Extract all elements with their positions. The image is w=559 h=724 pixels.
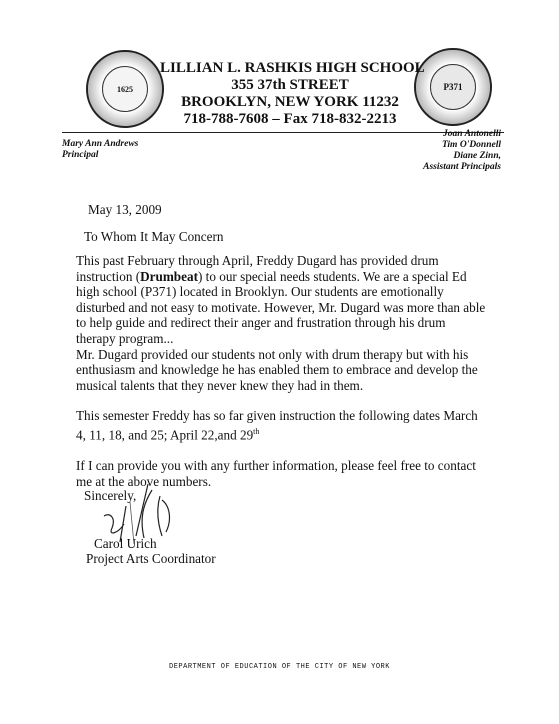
- school-seal-center: [430, 64, 476, 110]
- assistant-principal-1: Joan Antonelli: [443, 129, 501, 139]
- assistant-principal-3: Diane Zinn,: [453, 151, 501, 161]
- paragraph-1-start: This past February through April, Freddy Dugard has provided drum instruction (: [76, 253, 439, 284]
- school-phones: 718-788-7608 – Fax 718-832-2213: [183, 111, 397, 127]
- principal-block: [62, 139, 138, 161]
- signer-name: Carol Urich: [94, 536, 157, 551]
- signer-title: Project Arts Coordinator: [86, 551, 216, 566]
- nyc-seal-logo: [86, 50, 164, 128]
- paragraph-1-end: ) to our special needs students. We are a special Ed high school (P371) located in Brooklyn. Our students are emotionally disturbed and not easy to motivate. However, Mr. Dugard was more than able to help guide and redirect their anger and frustration through his drum therapy program...: [76, 268, 486, 346]
- paragraph-4: If I can provide you with any further information, please feel free to contact me at the above numbers.: [76, 457, 476, 489]
- school-name: LILLIAN L. RASHKIS HIGH SCHOOL: [160, 60, 425, 76]
- letter-salutation: To Whom It May Concern: [84, 229, 224, 244]
- assistant-principals-block: [423, 129, 501, 173]
- left-seal-year: 1625: [117, 84, 133, 94]
- assistant-principal-2: Tim O'Donnell: [441, 140, 501, 150]
- letter-body: [76, 253, 486, 489]
- letterhead: [160, 60, 425, 128]
- school-city: BROOKLYN, NEW YORK 11232: [181, 94, 399, 110]
- school-seal-logo: [414, 48, 492, 126]
- closing: Sincerely,: [84, 488, 137, 503]
- paragraph-3: [76, 408, 486, 443]
- paragraph-1: [76, 253, 486, 347]
- footer-department: DEPARTMENT OF EDUCATION OF THE CITY OF NEW YORK: [169, 663, 390, 671]
- paragraph-3-text: This semester Freddy has so far given instruction the following dates March 4, 11, 18, and 25; April 22,and 29: [76, 408, 478, 443]
- letter-date: May 13, 2009: [88, 202, 162, 217]
- principal-title: Principal: [62, 150, 99, 160]
- ordinal-suffix: th: [253, 426, 260, 436]
- paragraph-2: Mr. Dugard provided our students not only with drum therapy but with his enthusiasm and knowledge he has enabled them to embrace and develop the musical talents that they never knew they had in them.: [76, 346, 478, 393]
- principal-name: Mary Ann Andrews: [62, 139, 139, 149]
- right-seal-text: P371: [443, 82, 463, 92]
- school-street: 355 37th STREET: [231, 77, 349, 93]
- drumbeat-bold: Drumbeat: [140, 268, 198, 284]
- seal-center: [102, 66, 148, 112]
- assistant-principals-title: Assistant Principals: [423, 162, 501, 172]
